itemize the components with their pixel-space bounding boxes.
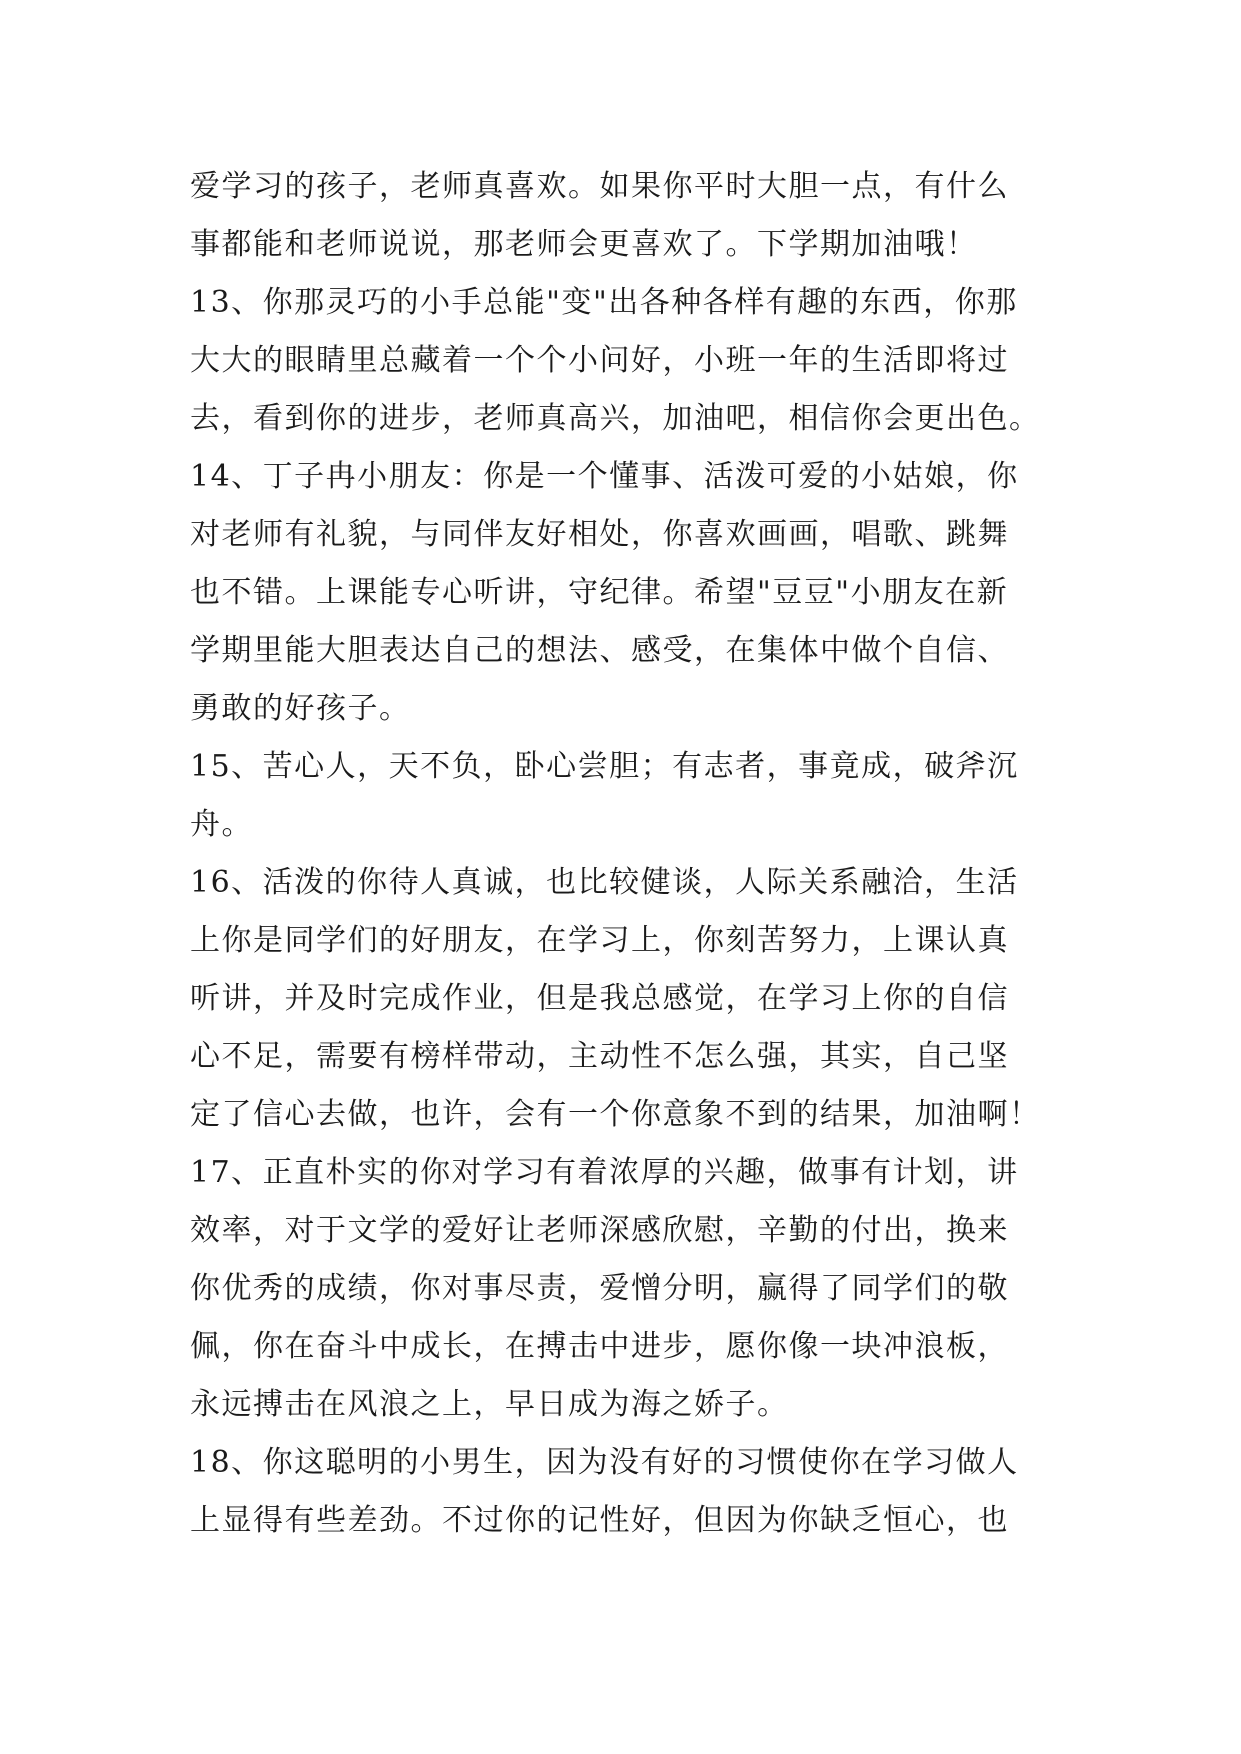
text-line: 16、活泼的你待人真诚，也比较健谈，人际关系融洽，生活	[190, 865, 1019, 900]
text-line: 17、正直朴实的你对学习有着浓厚的兴趣，做事有计划，讲	[190, 1155, 1019, 1190]
text-line: 15、苦心人，天不负，卧心尝胆；有志者，事竟成，破斧沉	[190, 749, 1019, 784]
text-line: 你优秀的成绩，你对事尽责，爱憎分明，赢得了同学们的敬	[190, 1271, 1009, 1306]
text-line: 14、丁子冉小朋友：你是一个懂事、活泼可爱的小姑娘，你	[190, 459, 1019, 494]
text-line: 佩，你在奋斗中成长，在搏击中进步，愿你像一块冲浪板，	[190, 1329, 1009, 1364]
text-line: 上你是同学们的好朋友，在学习上，你刻苦努力，上课认真	[190, 923, 1009, 958]
text-line: 上显得有些差劲。不过你的记性好，但因为你缺乏恒心，也	[190, 1503, 1009, 1538]
text-line: 效率，对于文学的爱好让老师深感欣慰，辛勤的付出，换来	[190, 1213, 1009, 1248]
text-line: 定了信心去做，也许，会有一个你意象不到的结果，加油啊！	[190, 1097, 1041, 1132]
text-line: 学期里能大胆表达自己的想法、感受，在集体中做个自信、	[190, 633, 1009, 668]
text-line: 对老师有礼貌，与同伴友好相处，你喜欢画画，唱歌、跳舞	[190, 517, 1009, 552]
text-line: 大大的眼睛里总藏着一个个小问好，小班一年的生活即将过	[190, 343, 1009, 378]
text-line: 也不错。上课能专心听讲，守纪律。希望"豆豆"小朋友在新	[190, 575, 1009, 610]
document-body	[190, 158, 1090, 1550]
text-line: 永远搏击在风浪之上，早日成为海之娇子。	[190, 1387, 789, 1422]
text-line: 去，看到你的进步，老师真高兴，加油吧，相信你会更出色。	[190, 401, 1041, 436]
text-line: 舟。	[190, 807, 253, 842]
text-line: 18、你这聪明的小男生，因为没有好的习惯使你在学习做人	[190, 1445, 1019, 1480]
text-line: 13、你那灵巧的小手总能"变"出各种各样有趣的东西，你那	[190, 285, 1018, 320]
text-line: 勇敢的好孩子。	[190, 691, 411, 726]
text-line: 听讲，并及时完成作业，但是我总感觉，在学习上你的自信	[190, 981, 1009, 1016]
text-line: 爱学习的孩子，老师真喜欢。如果你平时大胆一点，有什么	[190, 169, 1009, 204]
text-line: 事都能和老师说说，那老师会更喜欢了。下学期加油哦！	[190, 227, 978, 262]
text-line: 心不足，需要有榜样带动，主动性不怎么强，其实，自己坚	[190, 1039, 1009, 1074]
